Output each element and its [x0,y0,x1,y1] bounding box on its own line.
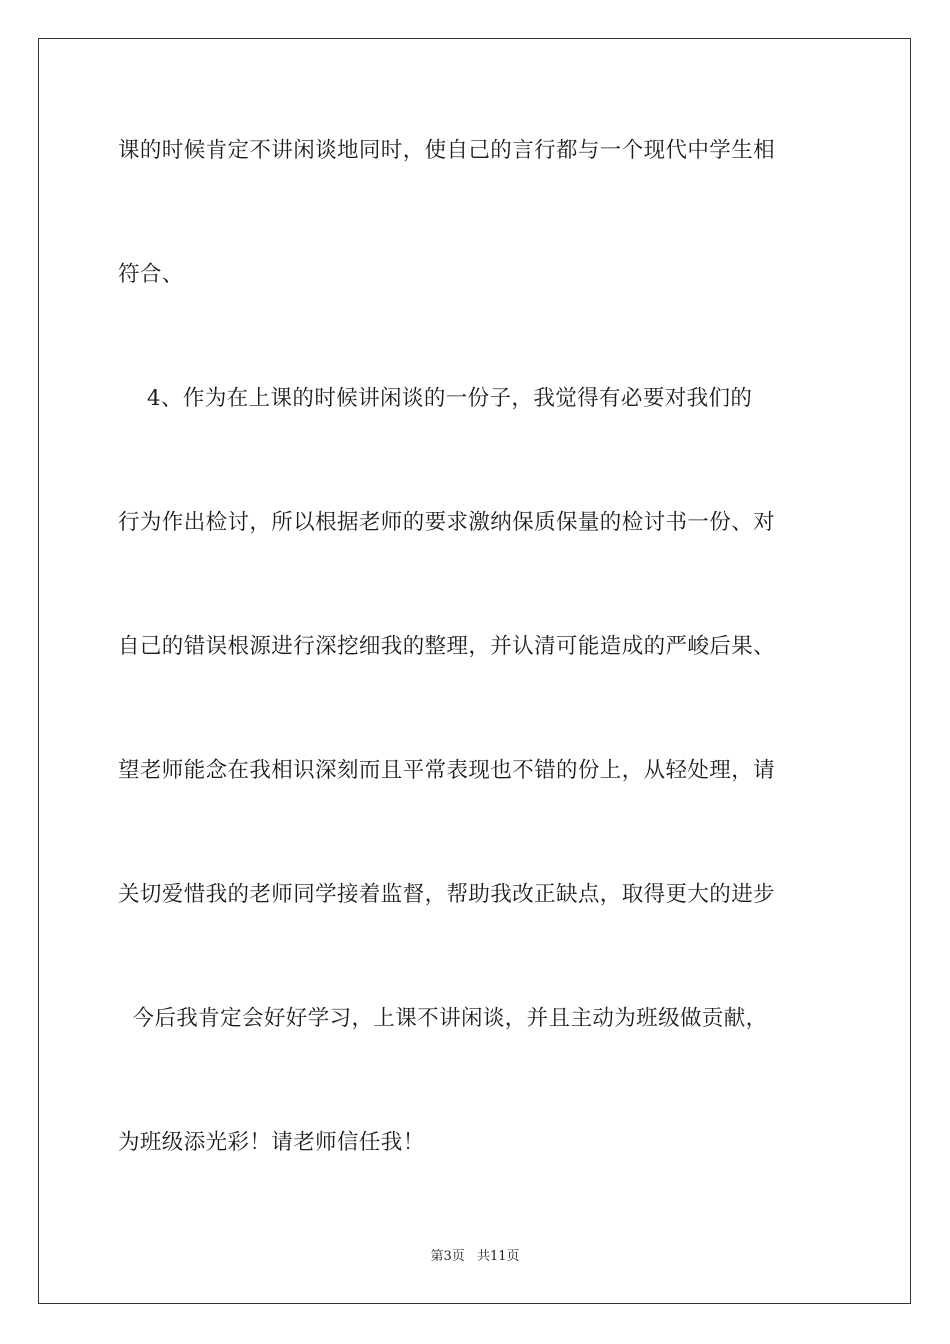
text-line-6: 望老师能念在我相识深刻而且平常表现也不错的份上，从轻处理，请 [118,758,776,783]
text-line-4: 行为作出检讨，所以根据老师的要求激纳保质保量的检讨书一份、对 [118,510,776,535]
text-line-9: 为班级添光彩！请老师信任我！ [118,1130,425,1155]
page-footer [0,1248,950,1266]
text-line-1: 课的时候肯定不讲闲谈地同时，使自己的言行都与一个现代中学生相 [118,138,776,163]
text-line-8: 今后我肯定会好好学习，上课不讲闲谈，并且主动为班级做贡献， [118,1006,768,1031]
page-total: 共11页 [476,1249,520,1264]
text-line-7: 关切爱惜我的老师同学接着监督，帮助我改正缺点，取得更大的进步 [118,882,776,907]
text-line-3: 4、作为在上课的时候讲闲谈的一份子，我觉得有必要对我们的 [118,386,753,411]
text-line-2: 符合、 [118,262,184,287]
text-line-5: 自己的错误根源进行深挖细我的整理，并认清可能造成的严峻后果、 [118,634,776,659]
page-border [38,38,911,1304]
page-number: 第3页 [430,1249,465,1264]
